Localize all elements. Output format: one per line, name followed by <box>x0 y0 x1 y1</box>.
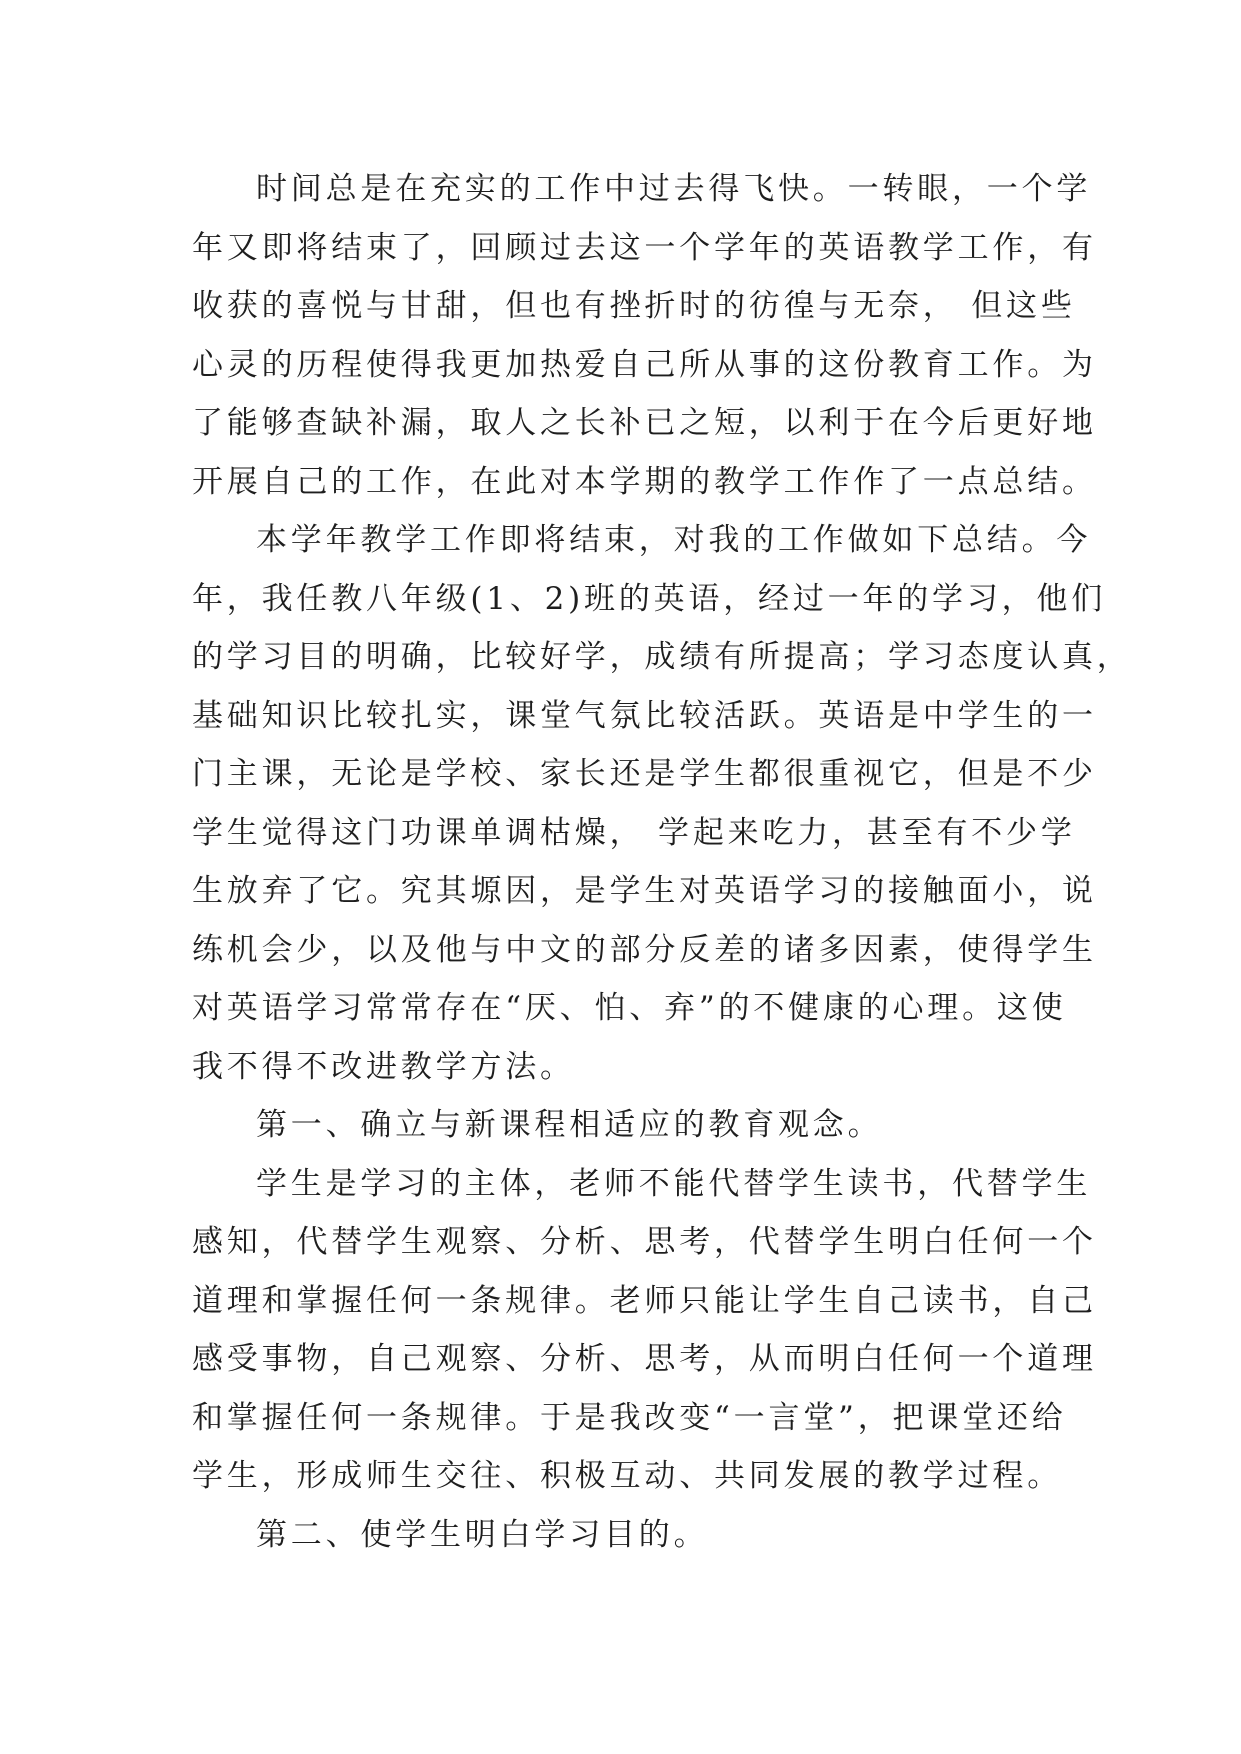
text-line: 年又即将结束了，回顾过去这一个学年的英语教学工作，有 <box>192 229 1097 266</box>
text-line: 生放弃了它。究其塬因，是学生对英语学习的接触面小，说 <box>192 873 1097 909</box>
text-line: 了能够查缺补漏，取人之长补已之短，以利于在今后更好地 <box>192 405 1097 441</box>
text-line: 对英语学习常常存在“厌、怕、弃”的不健康的心理。这使 <box>192 990 1067 1026</box>
section-heading: 第二、使学生明白学习目的。 <box>256 1516 709 1553</box>
text-line: 练机会少，以及他与中文的部分反差的诸多因素，使得学生 <box>192 931 1097 968</box>
text-line: 感受事物，自己观察、分析、思考，从而明白任何一个道理 <box>192 1341 1097 1377</box>
text-line: 学生是学习的主体，老师不能代替学生读书，代替学生 <box>256 1165 1092 1202</box>
text-line: 学生觉得这门功课单调枯燥， 学起来吃力，甚至有不少学 <box>192 814 1076 851</box>
text-line: 心灵的历程使得我更加热爱自己所从事的这份教育工作。为 <box>192 346 1097 383</box>
text-line: 我不得不改进教学方法。 <box>192 1048 575 1085</box>
text-line: 感知，代替学生观察、分析、思考，代替学生明白任何一个 <box>192 1224 1097 1260</box>
body-text <box>192 160 1132 1564</box>
text-line: 时间总是在充实的工作中过去得飞快。一转眼，一个学 <box>256 171 1092 207</box>
text-line: 基础知识比较扎实，课堂气氛比较活跃。英语是中学生的一 <box>192 697 1097 734</box>
text-line: 学生，形成师生交往、积极互动、共同发展的教学过程。 <box>192 1458 1062 1494</box>
text-line: 和掌握任何一条规律。于是我改变“一言堂”，把课堂还给 <box>192 1399 1067 1436</box>
text-line: 收获的喜悦与甘甜，但也有挫折时的彷徨与无奈， 但这些 <box>192 288 1076 324</box>
text-line: 年，我任教八年级(1、2)班的英语，经过一年的学习，他们 <box>192 580 1107 617</box>
text-line: 本学年教学工作即将结束，对我的工作做如下总结。今 <box>256 522 1092 558</box>
text-line: 门主课，无论是学校、家长还是学生都很重视它，但是不少 <box>192 756 1097 792</box>
section-heading: 第一、确立与新课程相适应的教育观念。 <box>256 1107 883 1143</box>
text-line: 道理和掌握任何一条规律。老师只能让学生自己读书，自己 <box>192 1282 1097 1319</box>
text-line: 开展自己的工作，在此对本学期的教学工作作了一点总结。 <box>192 463 1097 500</box>
text-line: 的学习目的明确，比较好学，成绩有所提高；学习态度认真， <box>192 639 1132 675</box>
